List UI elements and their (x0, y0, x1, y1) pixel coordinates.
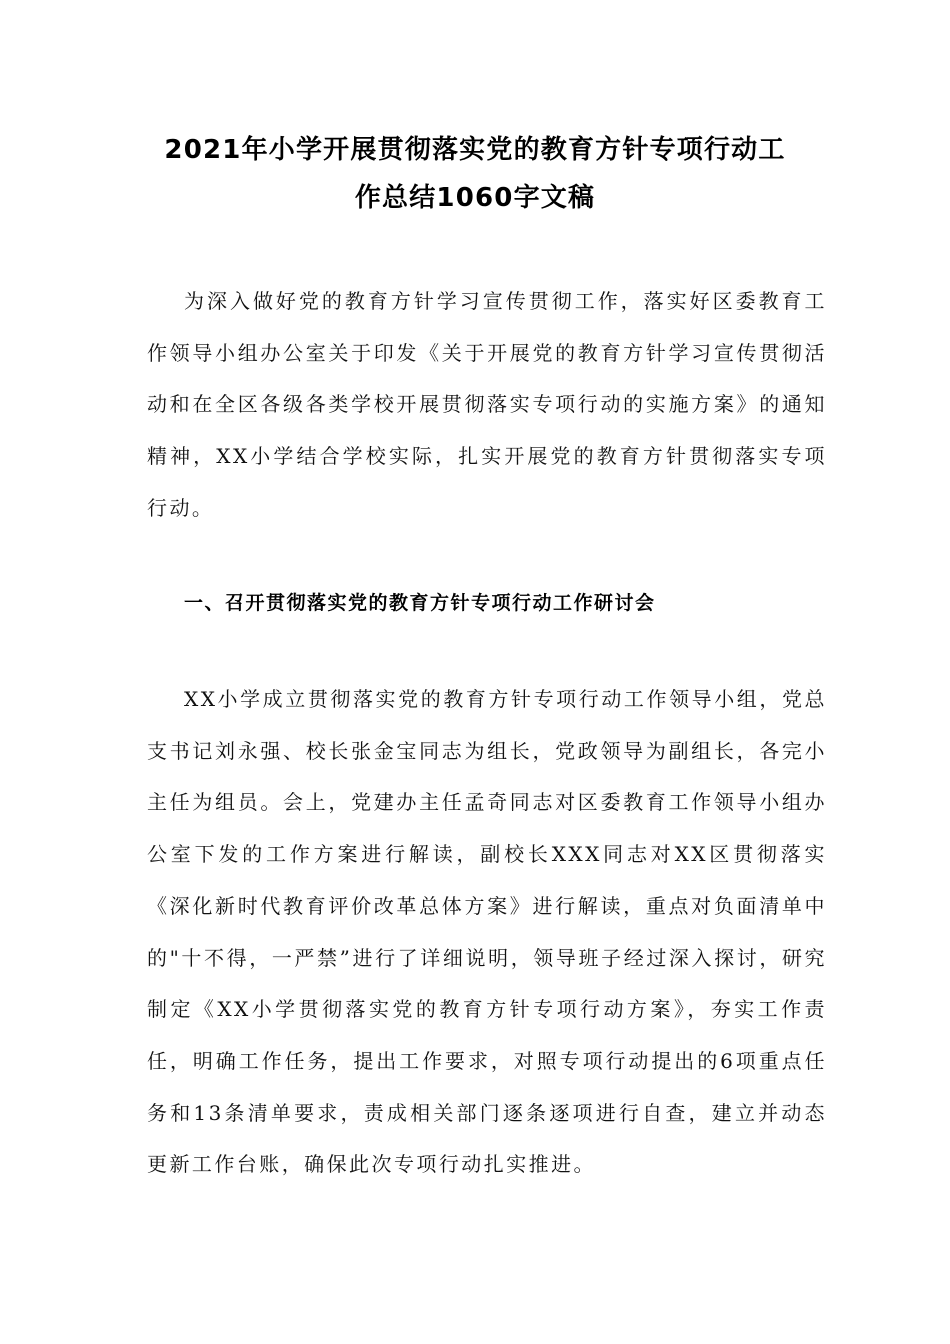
section-1-heading: 一、召开贯彻落实党的教育方针专项行动工作研讨会 (184, 592, 656, 614)
document-title (150, 126, 800, 222)
section-1-paragraph: XX小学成立贯彻落实党的教育方针专项行动工作领导小组，党总支书记刘永强、校长张金宝同志为组长，党政领导为副组长，各完小主任为组员。会上，党建办主任孟奇同志对区委教育工作领导小组办公室下发的工作方案进行解读，副校长XXX同志对XX区贯彻落实《深化新时代教育评价改革总体方案》进行解读，重点对负面清单中的"十不得，一严禁”进行了详细说明，领导班子经过深入探讨，研究制定《XX小学贯彻落实党的教育方针专项行动方案》，夯实工作责任，明确工作任务，提出工作要求，对照专项行动提出的6项重点任务和13条清单要求，责成相关部门逐条逐项进行自查，建立并动态更新工作台账，确保此次专项行动扎实推进。 (147, 687, 827, 1177)
title-line-2: 作总结1060字文稿 (354, 183, 596, 213)
intro-paragraph: 为深入做好党的教育方针学习宣传贯彻工作，落实好区委教育工作领导小组办公室关于印发《关于开展党的教育方针学习宣传贯彻活动和在全区各级各类学校开展贯彻落实专项行动的实施方案》的通知精神，XX小学结合学校实际，扎实开展党的教育方针贯彻落实专项行动。 (147, 289, 827, 520)
title-line-1: 2021年小学开展贯彻落实党的教育方针专项行动工 (164, 135, 786, 165)
